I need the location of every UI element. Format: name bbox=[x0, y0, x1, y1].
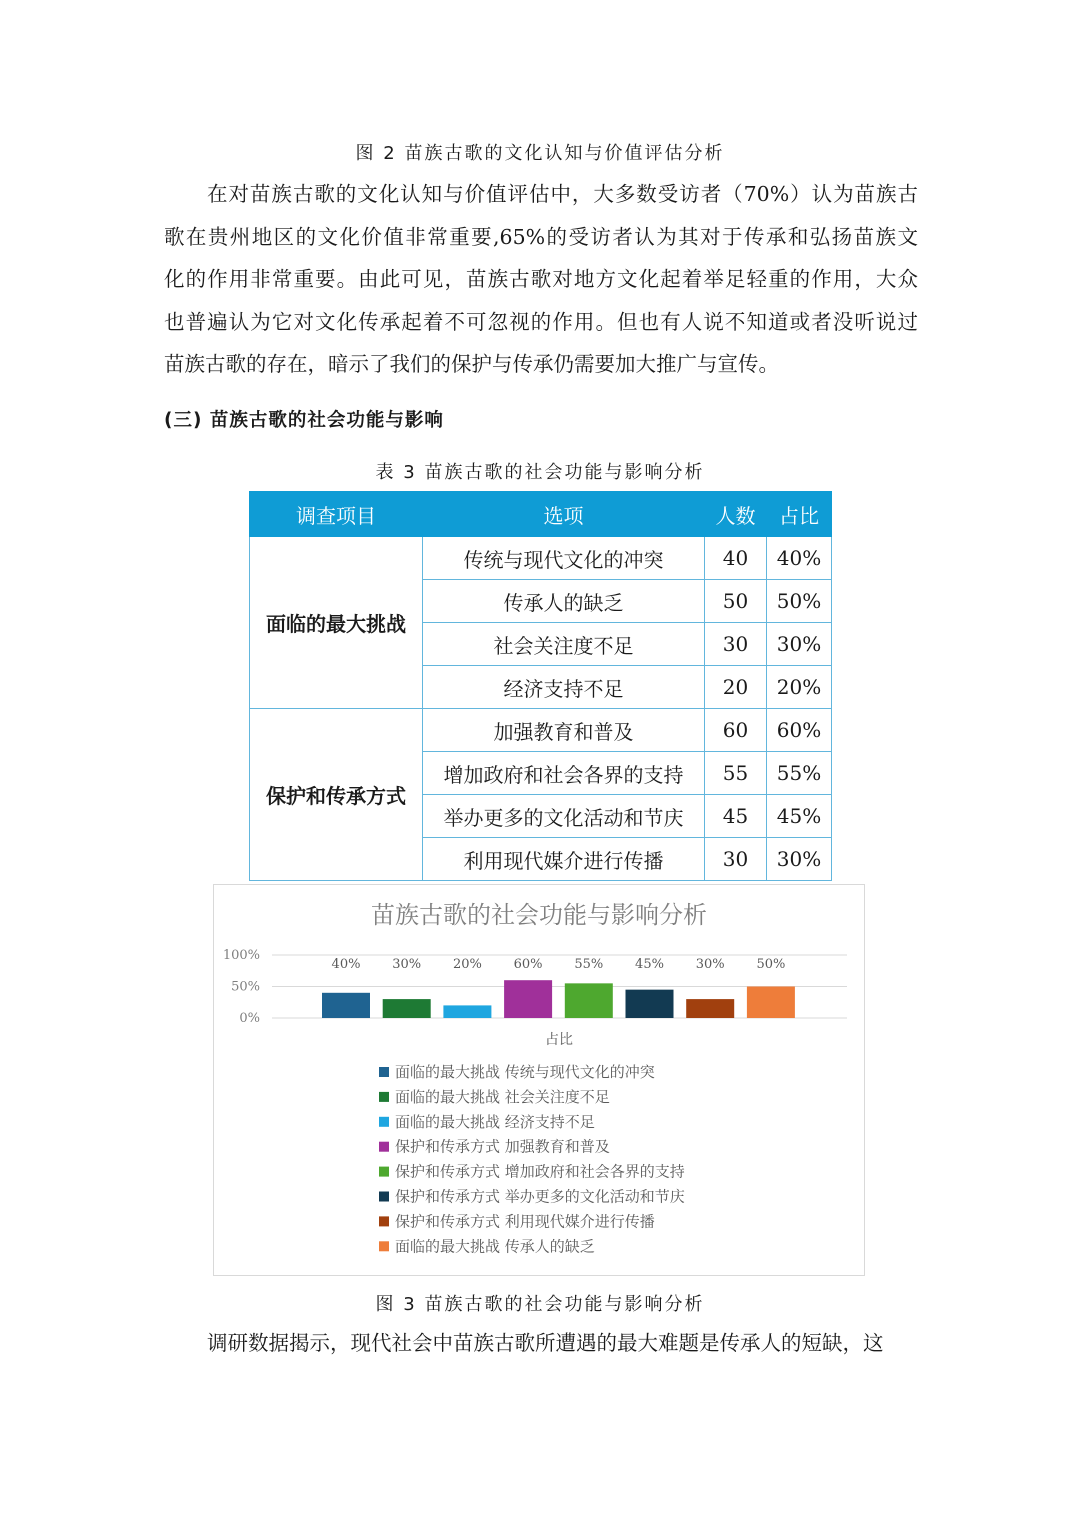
legend-entry: 保护和传承方式 举办更多的文化活动和节庆 bbox=[395, 1187, 685, 1206]
option-cell: 传承人的缺乏 bbox=[423, 580, 705, 623]
table-3-caption: 表 3 苗族古歌的社会功能与影响分析 bbox=[375, 462, 705, 483]
legend-swatch bbox=[379, 1142, 389, 1152]
option-cell: 举办更多的文化活动和节庆 bbox=[423, 795, 705, 838]
bar bbox=[565, 983, 613, 1018]
data-label: 55% bbox=[574, 957, 604, 973]
bar bbox=[383, 999, 431, 1018]
header-option: 选项 bbox=[423, 492, 705, 537]
figure-3-caption: 图 3 苗族古歌的社会功能与影响分析 bbox=[375, 1294, 705, 1315]
group-cell-protection: 保护和传承方式 bbox=[250, 709, 423, 881]
bar bbox=[322, 993, 370, 1018]
percent-cell: 30% bbox=[767, 838, 832, 881]
percent-cell: 30% bbox=[767, 623, 832, 666]
legend-entry: 面临的最大挑战 经济支持不足 bbox=[395, 1112, 595, 1131]
bar-chart bbox=[214, 885, 864, 1275]
table-row bbox=[250, 709, 832, 752]
header-count: 人数 bbox=[705, 492, 767, 537]
count-cell: 45 bbox=[705, 795, 767, 838]
bar bbox=[504, 980, 552, 1018]
option-cell: 加强教育和普及 bbox=[423, 709, 705, 752]
percent-cell: 50% bbox=[767, 580, 832, 623]
legend-entry: 保护和传承方式 利用现代媒介进行传播 bbox=[395, 1212, 655, 1231]
bar bbox=[443, 1005, 491, 1018]
paragraph-line: 苗族古歌的存在，暗示了我们的保护与传承仍需要加大推广与宣传。 bbox=[164, 352, 779, 376]
count-cell: 30 bbox=[705, 623, 767, 666]
count-cell: 40 bbox=[705, 537, 767, 580]
bar bbox=[626, 990, 674, 1018]
data-label: 30% bbox=[392, 957, 422, 973]
paragraph-conclusion bbox=[164, 1322, 918, 1365]
legend-swatch bbox=[379, 1167, 389, 1177]
legend-entry: 面临的最大挑战 传承人的缺乏 bbox=[395, 1237, 595, 1256]
data-label: 20% bbox=[452, 957, 482, 973]
data-label: 60% bbox=[513, 957, 543, 973]
option-cell: 增加政府和社会各界的支持 bbox=[423, 752, 705, 795]
legend-swatch bbox=[379, 1216, 389, 1226]
section-heading: (三) 苗族古歌的社会功能与影响 bbox=[164, 410, 444, 431]
percent-cell: 60% bbox=[767, 709, 832, 752]
figure-2-caption: 图 2 苗族古歌的文化认知与价值评估分析 bbox=[355, 143, 725, 164]
paragraph-cultural-value bbox=[164, 173, 918, 386]
legend-swatch bbox=[379, 1092, 389, 1102]
legend-swatch bbox=[379, 1067, 389, 1077]
y-tick-label: 100% bbox=[222, 948, 260, 963]
data-label: 45% bbox=[635, 957, 664, 973]
option-cell: 经济支持不足 bbox=[423, 666, 705, 709]
group-cell-challenges: 面临的最大挑战 bbox=[250, 537, 423, 709]
x-category-label: 占比 bbox=[545, 1032, 573, 1048]
header-percent: 占比 bbox=[767, 492, 832, 537]
chart-title: 苗族古歌的社会功能与影响分析 bbox=[371, 901, 707, 929]
bar bbox=[747, 987, 795, 1019]
count-cell: 30 bbox=[705, 838, 767, 881]
paragraph-line: 化的作用非常重要。由此可见，苗族古歌对地方文化起着举足轻重的作用，大众 bbox=[164, 267, 918, 291]
percent-cell: 55% bbox=[767, 752, 832, 795]
percent-cell: 20% bbox=[767, 666, 832, 709]
legend-entry: 面临的最大挑战 社会关注度不足 bbox=[395, 1087, 610, 1106]
count-cell: 50 bbox=[705, 580, 767, 623]
count-cell: 55 bbox=[705, 752, 767, 795]
legend-swatch bbox=[379, 1241, 389, 1251]
paragraph-line: 调研数据揭示，现代社会中苗族古歌所遭遇的最大难题是传承人的短缺，这 bbox=[207, 1331, 884, 1355]
count-cell: 20 bbox=[705, 666, 767, 709]
social-function-table bbox=[249, 491, 832, 881]
legend-entry: 保护和传承方式 加强教育和普及 bbox=[395, 1137, 610, 1156]
option-cell: 利用现代媒介进行传播 bbox=[423, 838, 705, 881]
chart-container bbox=[213, 884, 865, 1276]
percent-cell: 45% bbox=[767, 795, 832, 838]
legend-swatch bbox=[379, 1192, 389, 1202]
option-cell: 传统与现代文化的冲突 bbox=[423, 537, 705, 580]
legend-entry: 保护和传承方式 增加政府和社会各界的支持 bbox=[395, 1162, 685, 1181]
legend-swatch bbox=[379, 1117, 389, 1127]
option-cell: 社会关注度不足 bbox=[423, 623, 705, 666]
percent-cell: 40% bbox=[767, 537, 832, 580]
count-cell: 60 bbox=[705, 709, 767, 752]
bar bbox=[686, 999, 734, 1018]
y-tick-label: 50% bbox=[231, 979, 260, 995]
table-header-row bbox=[250, 492, 832, 537]
paragraph-line: 歌在贵州地区的文化价值非常重要,65%的受访者认为其对于传承和弘扬苗族文 bbox=[164, 224, 918, 249]
paragraph-line: 在对苗族古歌的文化认知与价值评估中，大多数受访者（70%）认为苗族古 bbox=[207, 182, 918, 206]
legend-entry: 面临的最大挑战 传统与现代文化的冲突 bbox=[395, 1063, 655, 1081]
table-row bbox=[250, 537, 832, 580]
data-label: 50% bbox=[756, 957, 786, 973]
data-label: 30% bbox=[695, 957, 725, 973]
header-survey-item: 调查项目 bbox=[250, 492, 423, 537]
data-label: 40% bbox=[331, 957, 361, 973]
y-tick-label: 0% bbox=[239, 1011, 260, 1026]
paragraph-line: 也普遍认为它对文化传承起着不可忽视的作用。但也有人说不知道或者没听说过 bbox=[164, 309, 918, 334]
